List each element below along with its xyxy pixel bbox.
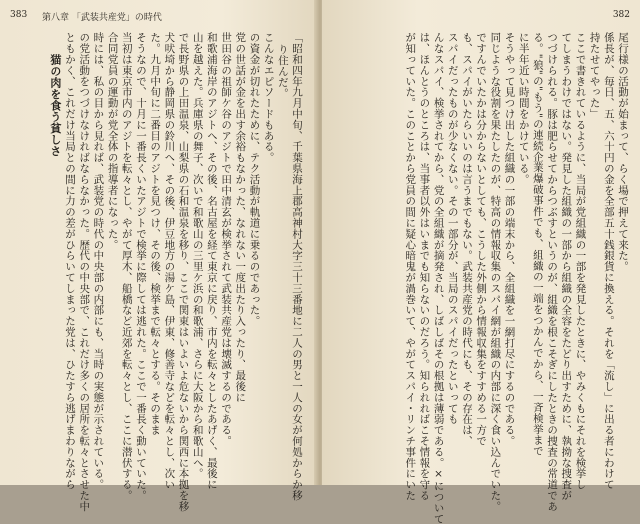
- right-page-number: 382: [612, 10, 630, 20]
- left-text-column: そうなので、十月に一番長くいたアジトで検挙に際しては逃れた。ここで一番長く動いていた。: [134, 32, 147, 501]
- right-text-column: てしまうわけではない。発見した組織の一部から組織の全容をたどり出すために、執拗な捜査が: [560, 32, 573, 501]
- left-text-column: た。九月中旬に二番目のアジトを見つけ、その後、検挙まで転々とする。そのまま: [149, 32, 162, 436]
- left-text-column: 和歌浦海岸のアジトへ、その後、名古屋を経て東京に戻り、市内を転々としたあげく、最後に: [205, 32, 218, 490]
- section-heading: 猫の肉を食う貧しさ: [48, 54, 62, 157]
- left-text-column: の資金が切れたために、テク活動が軌道に乗るのであった。: [248, 32, 261, 327]
- left-text-column: こんなエピソードもある。: [262, 32, 275, 163]
- right-text-column: スパイだったものが少なくない。その一部分が、当局のスパイだったといっても: [446, 32, 459, 425]
- chapter-running-head: 第八章 「武装共産党」の時代: [42, 13, 162, 23]
- right-text-column: も、スパイがいたらいいのは言うまでもない。武装共産党の時代にも、その存在は、: [460, 32, 473, 447]
- left-text-column: 「昭和四年九月中旬、千葉県海上郡高神村大字三十三番地に二人の男と一人の女が何処からか移: [291, 32, 303, 501]
- left-text-column: 党の世話が金を出す余裕もなかった、なれない一度出たり入ったり、最後に: [234, 32, 247, 403]
- left-text-column: 時には、私の目から見れば、武装党の時代の中央部の内部にも、当時の実態が示されている。: [92, 32, 105, 490]
- left-text-column: 山を越えた。兵庫県の舞子、次いで和歌山の三里ケ浜の和歌浦、さらに大阪から和歌山へ。: [191, 32, 204, 479]
- right-text-column: 持たせてやった」: [588, 32, 601, 120]
- right-text-column: る。"狼"の"もう"の連続企業爆破事件でも、組織の一端をつかんでから、一斉検挙まで: [531, 32, 544, 457]
- left-text-column: 世田谷の祖師ケ谷のアジトで田中清玄が検挙されて武装共産党は壊滅するのである。: [220, 32, 233, 447]
- right-text-column: んなスパイ、検挙されてから、党の全組織が摘発され、しばしばその根拠は薄弱である。×について: [432, 32, 445, 524]
- left-text-column: の党活動をつづけなければならなかった。歴代の中央部で、これだけ多くの居所を転々とさせた中: [78, 32, 91, 512]
- right-page: [322, 0, 640, 524]
- left-text-column: 当初は東京市内のアジトを転々とし、やがて厚木、船橋など近郊を転々とし、ここに潜伏する。: [120, 32, 133, 501]
- right-text-column: ここで書きれているように、当局が党組織の一部を発見したときに、やみくもにそれを検挙し: [574, 32, 587, 490]
- right-text-column: つづけられる。豚は肥らせてからつぶすというのが、組織を根こそぎにしたときの捜査の常道であ: [546, 32, 559, 512]
- left-page-number: 383: [10, 10, 28, 20]
- left-text-column: り住んだ。: [276, 44, 289, 99]
- left-page: [0, 0, 318, 512]
- left-text-column: 犬吠埼から静岡県の鈴川へ、その後、伊豆地方の湯ケ島、伊東、修善寺などを転々とし、次い: [163, 32, 176, 490]
- left-text-column: で長野県の上田温泉、山梨県の石和温泉を移り、ここで関東はいよいよ危ないから関西に本拠を移: [177, 32, 190, 512]
- left-text-block: [20, 32, 303, 512]
- right-text-column: 係長が、毎日、五、六十円の金を全部五十銭銀貨に換える。それを「流し」に出る者にわけて: [602, 32, 615, 490]
- right-text-column: は、ほんとうのところは、当事者以外はいまでも知らないのだろう。知られればこそ情報を守る: [418, 32, 431, 501]
- right-text-column: 尾行様の活動が始まって、らく場で押えて来た。: [617, 32, 629, 272]
- right-text-column: に半年近い時間をかけている。: [517, 32, 530, 185]
- right-text-column: そうやって見つけ出した組織の一部の端末から、全組織を一網打尽にするのである。: [503, 32, 516, 447]
- right-text-column: ですんでいたかは分からないとしても、こうした外側から情報収集をすすめる一方で: [475, 32, 488, 447]
- right-text-column: 同じような役割を果たしたのが、特高の情報収集のスパイ網が組織の内部に深く食い込んでいた。: [489, 32, 502, 512]
- left-text-column: 合同党員の運動が党全体の指導者になった。: [106, 32, 119, 250]
- right-text-column: が知っていた。このことから党員の間に疑心暗鬼が渦巻いて、やがてスパイ・リンチ事件にいた: [404, 32, 417, 501]
- right-text-block: [336, 32, 629, 524]
- left-text-column: ともかく、これだけ当局との間に力の差がひらいてしまった党は、ひたすら逃げまわりながら: [64, 32, 76, 490]
